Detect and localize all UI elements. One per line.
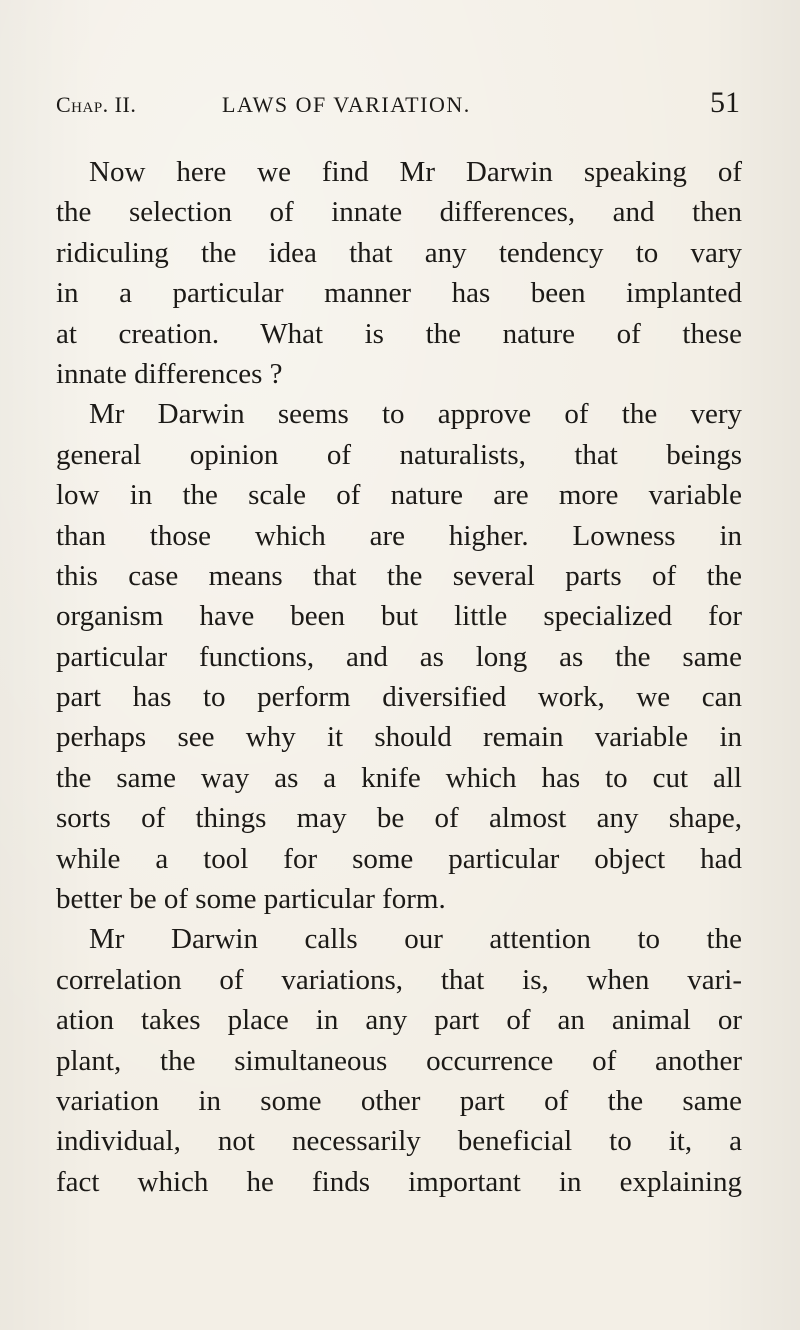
text-line: correlation of variations, that is, when vari- bbox=[56, 963, 742, 996]
chapter-label: Chap. II. bbox=[56, 92, 137, 117]
text-line: low in the scale of nature are more variable bbox=[56, 479, 742, 512]
text-line: the same way as a knife which has to cut all bbox=[56, 761, 742, 794]
text-line: part has to perform diversified work, we can bbox=[56, 681, 742, 714]
body-text bbox=[56, 152, 742, 1202]
text-line: Mr Darwin seems to approve of the very bbox=[89, 398, 742, 431]
text-line: this case means that the several parts of the bbox=[56, 559, 742, 592]
text-line: while a tool for some particular object had bbox=[56, 842, 742, 875]
text-line: Mr Darwin calls our attention to the bbox=[89, 923, 742, 956]
text-line: organism have been but little specialized for bbox=[56, 600, 742, 633]
text-line: fact which he finds important in explaining bbox=[56, 1165, 742, 1198]
running-head bbox=[56, 86, 740, 132]
text-line: innate differences ? bbox=[56, 357, 283, 390]
text-line: sorts of things may be of almost any shape, bbox=[56, 802, 742, 835]
text-line: at creation. What is the nature of these bbox=[56, 317, 742, 350]
text-line: individual, not necessarily beneficial to it, a bbox=[56, 1125, 742, 1158]
text-line: in a particular manner has been implanted bbox=[56, 277, 742, 310]
text-line: the selection of innate differences, and then bbox=[56, 196, 742, 229]
running-title: LAWS OF VARIATION. bbox=[222, 92, 471, 117]
text-line: plant, the simultaneous occurrence of another bbox=[56, 1044, 742, 1077]
text-line: ridiculing the idea that any tendency to vary bbox=[56, 236, 742, 269]
text-line: ation takes place in any part of an animal or bbox=[56, 1004, 742, 1037]
text-line: perhaps see why it should remain variable in bbox=[56, 721, 742, 754]
text-line: better be of some particular form. bbox=[56, 883, 446, 916]
text-line: than those which are higher. Lowness in bbox=[56, 519, 742, 552]
text-line: particular functions, and as long as the same bbox=[56, 640, 742, 673]
page-number: 51 bbox=[710, 86, 740, 119]
text-line: variation in some other part of the same bbox=[56, 1084, 742, 1117]
text-line: general opinion of naturalists, that beings bbox=[56, 438, 742, 471]
text-line: Now here we find Mr Darwin speaking of bbox=[89, 156, 742, 188]
